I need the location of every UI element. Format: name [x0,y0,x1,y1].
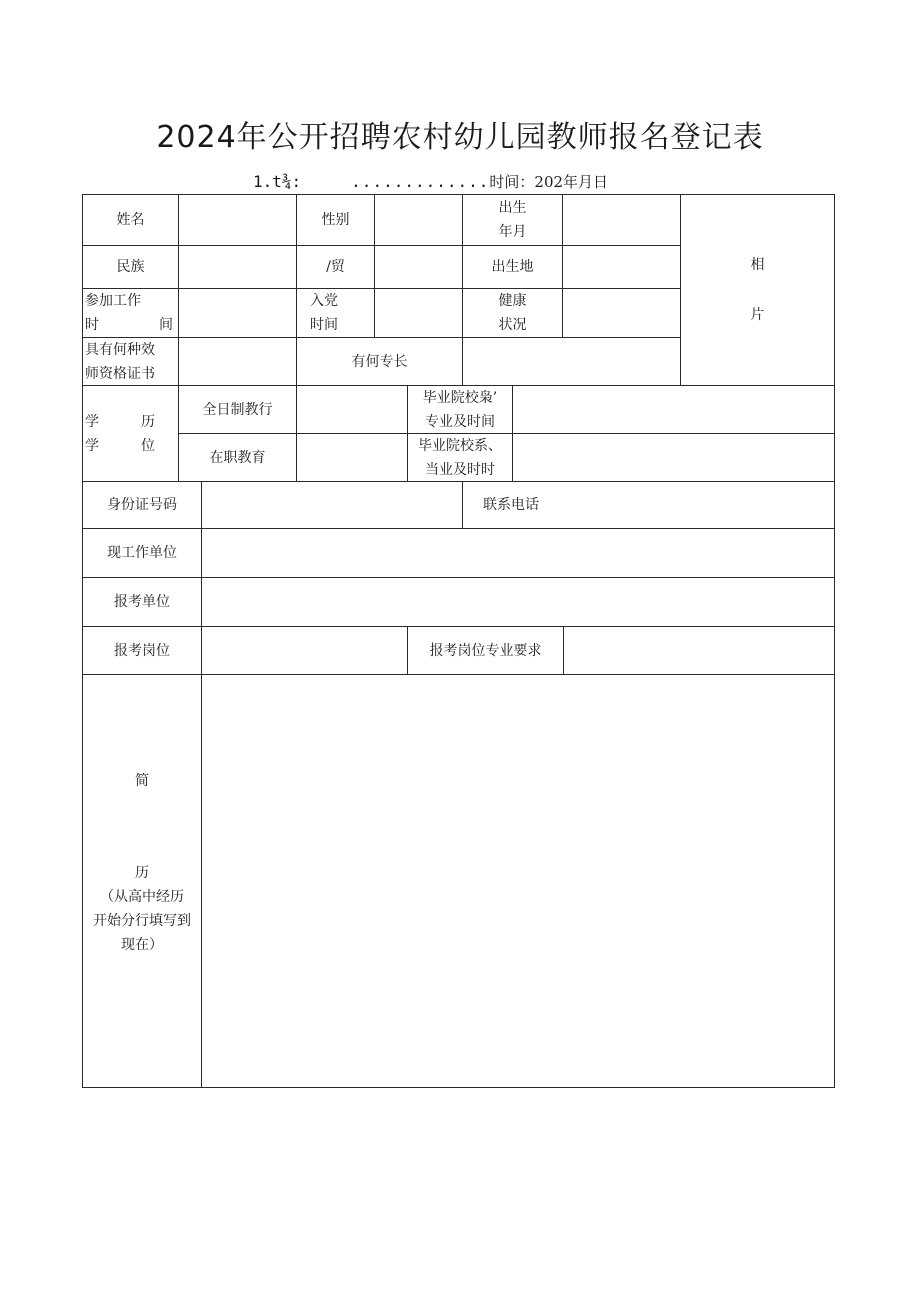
work-start-label [82,288,179,338]
cert-line2: 师资格证书 [85,365,155,382]
teacher-cert-field[interactable] [178,337,297,386]
birth-line1: 出生 [498,200,527,216]
name-label [82,194,179,246]
education-degree-label [82,385,179,482]
health-label [462,288,563,338]
applied-post-label-text: 报考岗位 [114,642,170,659]
inservice-education-label [178,433,297,482]
resume-field[interactable] [201,674,835,1088]
birth-date-field[interactable] [562,194,681,246]
party-join-label [296,288,375,338]
health-line1: 健康 [498,293,527,309]
name-field[interactable] [178,194,297,246]
work-line2-a: 时 [85,317,99,333]
phone-label [462,481,835,529]
phone-label-text: 联系电话 [483,497,539,513]
time-label: 时间：202年月日 [489,173,609,191]
form-meta-line [253,171,608,192]
post-requirement-label [407,626,564,675]
current-employer-label [82,528,202,578]
edu-line2 [85,434,155,458]
birth-line2: 年月 [498,224,527,240]
edu-line1 [85,410,155,434]
inservice-education-field[interactable] [296,433,408,482]
specialty-field[interactable] [462,337,681,386]
current-employer-label-text: 现工作单位 [107,545,177,561]
photo-box[interactable] [680,194,835,386]
current-employer-field[interactable] [201,528,835,578]
ethnicity-field[interactable] [178,245,297,289]
origin-label [296,245,375,289]
edu-line1-b: 历 [141,413,155,430]
fulltime-school-label [407,385,513,434]
cert-line1: 具有何种效 [85,341,155,358]
inservice-school-field[interactable] [512,433,835,482]
resume-note2: 开始分行填写到 [93,913,191,929]
fulltime-label-text: 全日制教行 [202,401,273,418]
health-line2: 状况 [498,317,527,333]
resume-line1: 简 [135,773,149,789]
birthplace-label-text: 出生地 [491,259,534,275]
resume-label [82,674,202,1088]
fulltime-school-line1: 毕业院校枭’ [422,389,498,406]
inservice-school-label [407,433,513,482]
work-line2 [85,313,173,337]
health-field[interactable] [562,288,681,338]
resume-note1: （从高中经历 [100,889,184,905]
post-requirement-field[interactable] [563,626,835,675]
work-line1: 参加工作 [85,293,141,309]
origin-label-text: /贸 [326,259,345,275]
post-requirement-label-text: 报考岗位专业要求 [429,642,542,659]
id-number-label-text: 身份证号码 [107,497,177,513]
applied-unit-label-text: 报考单位 [114,594,170,610]
serial-dots: ............. [351,172,490,191]
birth-date-label [462,194,563,246]
resume-line2: 历 [135,865,149,881]
specialty-label-text: 有何专长 [351,353,408,370]
serial-label: 1.t¾: [253,172,302,191]
work-line2-b: 间 [159,317,173,333]
applied-post-field[interactable] [201,626,408,675]
ethnicity-label [82,245,179,289]
edu-line1-a: 学 [85,413,99,430]
photo-line1: 相 [750,257,765,273]
fulltime-education-label [178,385,297,434]
party-join-field[interactable] [374,288,463,338]
work-start-field[interactable] [178,288,297,338]
specialty-label [296,337,463,386]
id-number-label [82,481,202,529]
gender-label [296,194,375,246]
photo-line2: 片 [750,307,765,323]
form-title: 2024年公开招聘农村幼儿园教师报名登记表 [156,120,764,155]
party-line2: 时间 [310,317,338,333]
applied-unit-label [82,577,202,627]
inservice-school-line2: 当业及时时 [425,461,495,478]
birthplace-label [462,245,563,289]
inservice-label-text: 在职教育 [209,449,266,466]
name-label-text: 姓名 [116,212,145,228]
id-number-field[interactable] [201,481,463,529]
edu-line2-a: 学 [85,437,99,454]
birthplace-field[interactable] [562,245,681,289]
applied-unit-field[interactable] [201,577,835,627]
applied-post-label [82,626,202,675]
origin-field[interactable] [374,245,463,289]
fulltime-school-line2: 专业及时间 [424,413,495,430]
edu-line2-b: 位 [141,437,155,454]
resume-note3: 现在） [121,937,163,953]
gender-label-text: 性别 [321,212,350,228]
gender-field[interactable] [374,194,463,246]
inservice-school-line1: 毕业院校系、 [418,437,502,454]
fulltime-education-field[interactable] [296,385,408,434]
ethnicity-label-text: 民族 [116,259,145,275]
party-line1: 入党 [310,293,338,309]
fulltime-school-field[interactable] [512,385,835,434]
teacher-cert-label [82,337,179,386]
